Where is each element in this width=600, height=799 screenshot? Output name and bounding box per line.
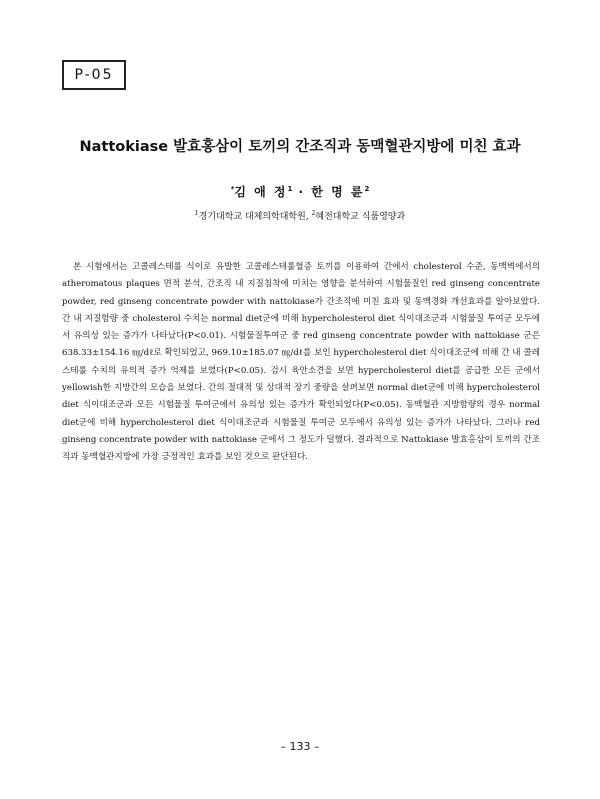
abstract	[62, 259, 540, 467]
affiliation-line	[0, 209, 600, 222]
author-separator: ·	[292, 185, 312, 199]
author-1-affil-mark: 1	[287, 185, 293, 193]
affiliation-1: 경기대학교 대체의학대학원,	[198, 212, 312, 222]
corresponding-mark: *	[230, 185, 235, 193]
author-2-name: 한 명 륜	[311, 185, 365, 199]
abstract-paragraph: 본 시험에서는 고콜레스테롤 식이로 유발한 고콜레스테롤혈증 토끼를 이용하여 간에서 cholesterol 수준, 동맥벽에서의 atheromatous plaques 면적 분석, 간조직 내 지질침착에 미치는 영향을 분석하여 시험물질인 red ginseng concentrate powder, red ginseng concentrate powder with nattokiase가 간조직에 미친 효과 및 동맥경화 개선효과를 알아보았다. 간 내 지질함량 중 cholesterol 수치는 normal diet군에 비해 hypercholesterol diet 식이대조군과 시험물질 투여군 모두에서 유의성 있는 증가가 나타났다(P<0.01). 시험물질투여군 중 red ginseng concentrate powder with nattokiase 군은 638.33±154.16 ㎎/dℓ로 확인되었고, 969.10±185.07 ㎎/dℓ를 보인 hypercholesterol diet 식이대조군에 비해 간 내 콜레스테롤 수치의 유의적 증가 억제를 보였다(P<0.05). 검시 육안소견을 보면 hypercholesterol diet를 공급한 모든 군에서 yellowish한 지방간의 모습을 보였다. 간의 절대적 및 상대적 장기 중량을 살펴보면 normal diet군에 비해 hypercholesterol diet 식이대조군과 모든 시험물질 투여군에서 유의성 있는 증가가 확인되었다(P<0.05). 동맥혈관 지방함량의 경우 normal diet군에 비해 hypercholesterol diet 식이대조군과 시험물질 투여군 모두에서 유의성 있는 증가가 나타났다. 그러나 red ginseng concentrate powder with nattokiase 군에서 그 정도가 덜했다. 결과적으로 Nattokiase 발효홍삼이 토끼의 간조직과 동맥혈관지방에 가장 긍정적인 효과를 보인 것으로 판단된다.	[62, 262, 540, 463]
affiliation-2-mark: 2	[311, 210, 316, 217]
affiliation-2: 혜전대학교 식품영양과	[315, 212, 406, 222]
paper-title: Nattokiase 발효홍삼이 토끼의 간조직과 동맥혈관지방에 미친 효과	[79, 139, 521, 155]
author-2-affil-mark: 2	[364, 185, 370, 193]
author-line	[0, 183, 600, 200]
presentation-code: P-05	[62, 60, 126, 90]
page-number: – 133 –	[280, 740, 320, 753]
affiliation-1-mark: 1	[194, 210, 199, 217]
author-1-name: 김 애 정	[234, 185, 288, 199]
